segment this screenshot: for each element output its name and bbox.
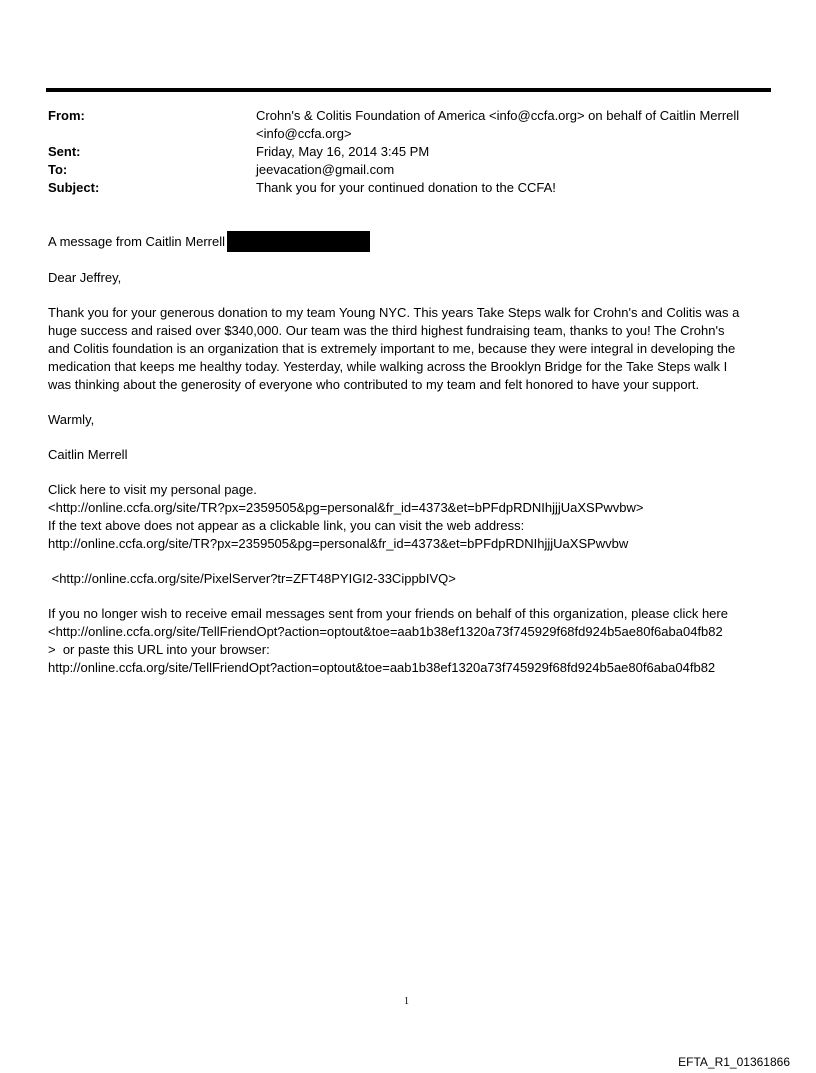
personal-page-fallback-url[interactable]: http://online.ccfa.org/site/TR?px=2359505&pg=personal&fr_id=4373&et=bPFdpRDNIhjjjUaXSPwvbw — [48, 536, 629, 551]
greeting: Dear Jeffrey, — [48, 270, 122, 285]
email-body — [48, 231, 773, 677]
intro-line — [48, 231, 773, 252]
paragraph-line: Thank you for your generous donation to my team Young NYC. This years Take Steps walk for Crohn's and Colitis was a — [48, 305, 740, 320]
sent-label: Sent: — [48, 144, 81, 159]
personal-page-url[interactable]: <http://online.ccfa.org/site/TR?px=2359505&pg=personal&fr_id=4373&et=bPFdpRDNIhjjjUaXSPwvbw> — [48, 500, 644, 515]
paragraph-line: and Colitis foundation is an organization that is extremely important to me, because they were integral in developing the — [48, 341, 736, 356]
from-value-line1: Crohn's & Colitis Foundation of America <info@ccfa.org> on behalf of Caitlin Merrell — [256, 108, 740, 123]
personal-page-block — [48, 481, 773, 553]
page-number: 1 — [404, 996, 409, 1007]
sent-value: Friday, May 16, 2014 3:45 PM — [256, 144, 430, 159]
to-row — [48, 161, 773, 179]
sent-row — [48, 143, 773, 161]
optout-url[interactable]: <http://online.ccfa.org/site/TellFriendOpt?action=optout&toe=aab1b38ef1320a73f745929f68fd924b5ae80f6aba04fb82 — [48, 624, 723, 639]
personal-page-link-text[interactable]: Click here to visit my personal page. — [48, 482, 257, 497]
optout-paste-note: > or paste this URL into your browser: — [48, 642, 270, 657]
redaction-box — [227, 231, 370, 252]
closing: Warmly, — [48, 412, 95, 427]
document-id: EFTA_R1_01361866 — [678, 1055, 790, 1069]
optout-text: If you no longer wish to receive email messages sent from your friends on behalf of this organization, please click here — [48, 606, 728, 621]
subject-row — [48, 179, 773, 197]
subject-label: Subject: — [48, 180, 100, 195]
to-label: To: — [48, 162, 68, 177]
from-label: From: — [48, 108, 85, 123]
email-header — [48, 107, 773, 197]
fallback-note: If the text above does not appear as a clickable link, you can visit the web address: — [48, 518, 525, 533]
intro-text: A message from Caitlin Merrell — [48, 234, 225, 249]
paragraph-line: was thinking about the generosity of everyone who contributed to my team and felt honored to have your support. — [48, 377, 700, 392]
to-value: jeevacation@gmail.com — [256, 162, 395, 177]
paragraph-line: huge success and raised over $340,000. Our team was the third highest fundraising team, thanks to you! The Crohn's — [48, 323, 725, 338]
subject-value: Thank you for your continued donation to the CCFA! — [256, 180, 556, 195]
pixel-server-link[interactable]: <http://online.ccfa.org/site/PixelServer?tr=ZFT48PYIGI2-33CippbIVQ> — [48, 571, 456, 586]
header-rule — [46, 88, 771, 92]
optout-block — [48, 605, 773, 677]
from-value — [256, 107, 771, 143]
paragraph-line: medication that keeps me healthy today. Yesterday, while walking across the Brooklyn Bridge for the Take Steps walk I — [48, 359, 728, 374]
signature: Caitlin Merrell — [48, 447, 128, 462]
from-value-line2: <info@ccfa.org> — [256, 126, 352, 141]
main-paragraph — [48, 304, 773, 394]
from-row — [48, 107, 773, 143]
optout-fallback-url[interactable]: http://online.ccfa.org/site/TellFriendOpt?action=optout&toe=aab1b38ef1320a73f745929f68fd924b5ae80f6aba04fb82 — [48, 660, 716, 675]
